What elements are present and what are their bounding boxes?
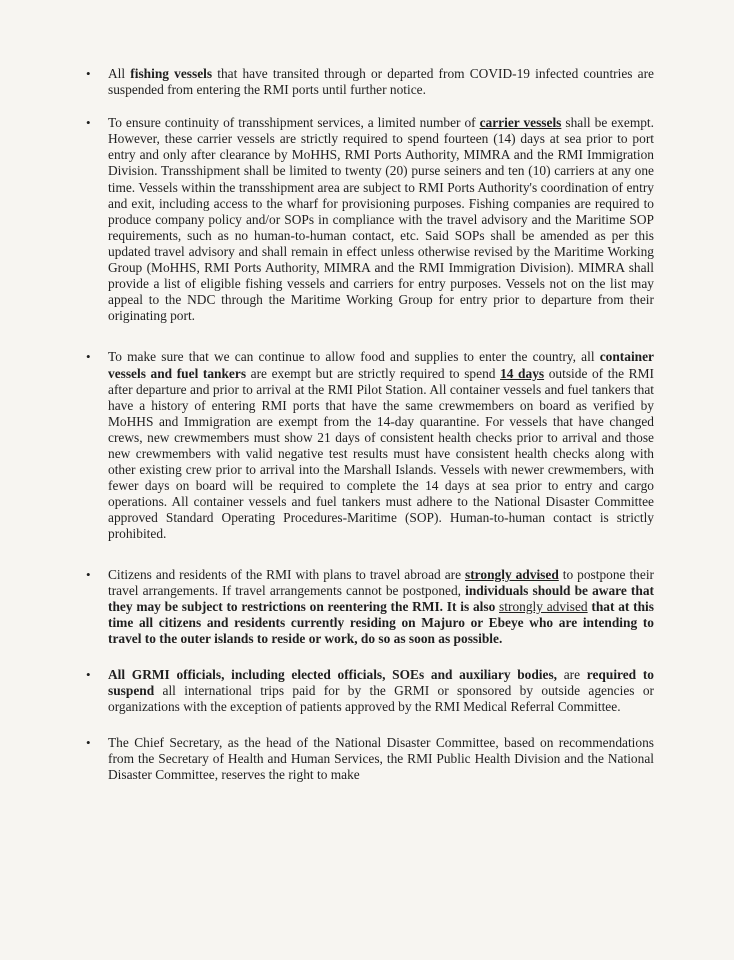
- text-run-bold: fishing vessels: [130, 66, 213, 81]
- text-run-bold: All GRMI officials, including elected officials, SOEs and auxiliary bodies,: [108, 667, 558, 682]
- text-run-bold-underlined: 14 days: [500, 365, 545, 381]
- list-item: [86, 115, 654, 324]
- text-run: All: [108, 66, 131, 81]
- text-run-bold: individuals should be aware that they may be subject to restrictions on reentering the RMI. It is also: [108, 582, 654, 614]
- bullet-icon: •: [86, 115, 91, 131]
- text-run-bold-underlined: carrier vessels: [479, 115, 562, 131]
- list-item: [86, 566, 654, 647]
- bullet-icon: •: [86, 566, 91, 582]
- text-run: to postpone their travel arrangements. If travel arrangements cannot be postponed,: [108, 566, 654, 598]
- bullet-icon: •: [86, 735, 91, 751]
- text-run: shall be exempt. However, these carrier vessels are strictly required to spend fourteen (14) days at sea prior to port entry and only after clearance by MoHHS, RMI Ports Authority, MIMRA and the RMI Immigration Division. Transshipment shall be limited to twenty (20) purse seiners and ten (10) carriers at any one time. Vessels within the transshipment area are subject to RMI Ports Authority's coordination of entry and exit, including access to the wharf for provisioning purposes. Fishing companies are required to produce company policy and/or SOPs in compliance with the travel advisory and the Maritime SOP requirements, such as no human-to-human contact, etc. Said SOPs shall be amended as per this updated travel advisory and shall remain in effect unless otherwise revised by the Maritime Working Group (MoHHS, RMI Ports Authority, MIMRA and the RMI Immigration Division). MIMRA shall provide a list of eligible fishing vessels and carriers for entry purposes. Vessels not on the list may appeal to the NDC through the Maritime Working Group for entry prior to departure from their originating port.: [108, 115, 654, 324]
- list-item: [86, 349, 654, 542]
- text-run: outside of the RMI after departure and prior to arrival at the RMI Pilot Station. All container vessels and fuel tankers that have a history of entering RMI ports that have the same crewmembers on board as verified by MoHHS and Immigration are exempt from the 14-day quarantine. For vessels that have changed crews, new crewmembers must show 21 days of consistent health checks prior to arrival and those new crewmembers with valid negative test results must have consistent health checks along with other existing crew prior to arrival into the Marshall Islands. Vessels with newer crewmembers, with fewer days on board will be required to complete the 14 days at sea prior to entry and cargo operations. All container vessels and fuel tankers must adhere to the National Disaster Committee approved Standard Operating Procedures-Maritime (SOP). Human-to-human contact is strictly prohibited.: [108, 365, 654, 542]
- text-run: all international trips paid for by the GRMI or sponsored by outside agencies or organizations with the exception of patients approved by the RMI Medical Referral Committee.: [108, 683, 654, 715]
- text-run: To ensure continuity of transshipment services, a limited number of: [108, 115, 480, 131]
- text-run: are: [557, 667, 587, 682]
- text-run: that have transited through or departed from COVID-19 infected countries are suspended from entering the RMI ports until further notice.: [108, 66, 655, 98]
- text-run-bold-underlined: strongly advised: [465, 566, 559, 582]
- text-run-bold: required to suspend: [108, 667, 654, 699]
- bullet-icon: •: [86, 66, 91, 81]
- advisory-bullet-list: [86, 66, 655, 784]
- text-run: To make sure that we can continue to allow food and supplies to enter the country, all: [108, 349, 600, 365]
- bullet-icon: •: [86, 349, 91, 365]
- text-run: Citizens and residents of the RMI with plans to travel abroad are: [108, 566, 466, 582]
- text-run: are exempt but are strictly required to spend: [246, 365, 501, 381]
- bullet-icon: •: [86, 667, 91, 682]
- list-item: [86, 66, 655, 98]
- text-run-underlined: strongly advised: [499, 598, 588, 614]
- text-run-bold: container vessels and fuel tankers: [108, 349, 654, 381]
- list-item: [86, 735, 654, 783]
- text-run: The Chief Secretary, as the head of the National Disaster Committee, based on recommendations from the Secretary of Health and Human Services, the RMI Public Health Division and the National Disaster Committee, reserves the right to make: [108, 735, 654, 783]
- text-run-bold: that at this time all citizens and residents currently residing on Majuro or Ebeye who are intending to travel to the outer islands to reside or work, do so as soon as possible.: [108, 598, 654, 646]
- list-item: [86, 667, 654, 715]
